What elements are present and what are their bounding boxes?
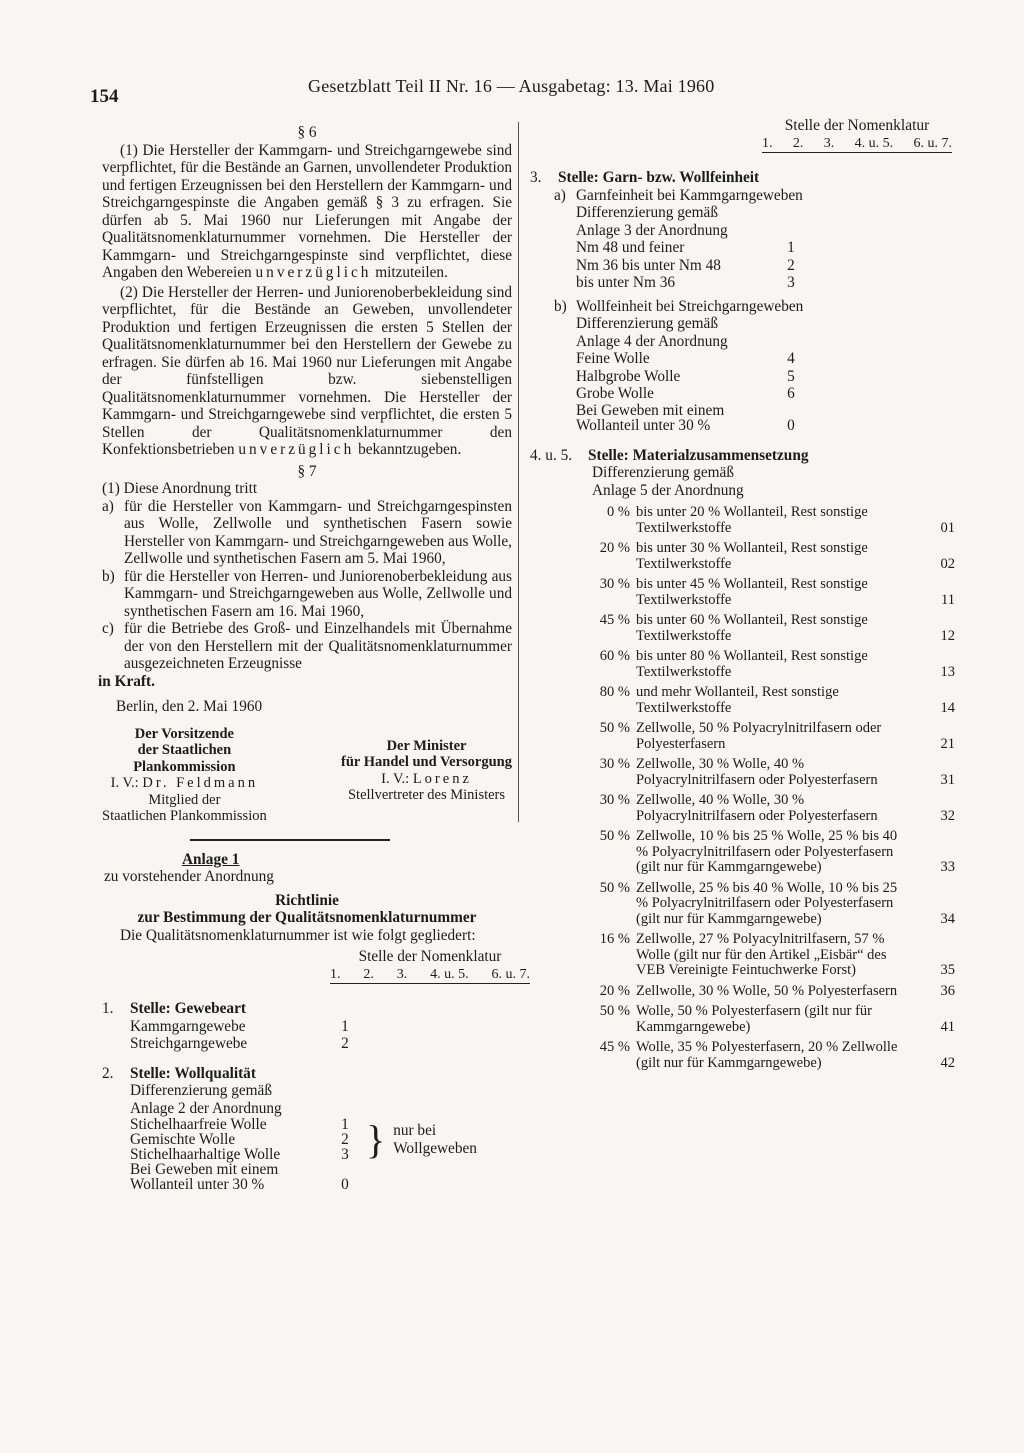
material-row [530, 505, 955, 536]
nk-col: 4. u. 5. [430, 966, 469, 982]
sec6-p1-end: mitzuteilen. [375, 264, 448, 281]
material-percent: 30 % [599, 792, 630, 808]
nomenclature-header-left [330, 948, 530, 984]
material-row [530, 793, 955, 824]
nomenclature-header-title: Stelle der Nomenklatur [358, 948, 502, 965]
material-percent: 45 % [599, 612, 630, 628]
row-name: Kammgarngewebe [130, 1017, 246, 1035]
material-percent: 60 % [599, 648, 630, 664]
row-code: 2 [787, 256, 795, 274]
material-text: Wolle, 35 % Polyesterfasern, 20 % Zellwolle (gilt nur für Kammgarngewebe) [636, 1039, 898, 1071]
row-name-2: Wollanteil unter 30 % [130, 1176, 265, 1193]
material-text: bis unter 20 % Wollanteil, Rest sonstige Textilwerkstoffe [636, 504, 868, 536]
nk-col: 3. [823, 135, 835, 151]
sig1-name: Dr. Feldmann [142, 775, 259, 791]
s3b-line-3: Anlage 4 der Anordnung [576, 332, 728, 350]
stelle-3b [554, 298, 955, 433]
nomenclature-columns [762, 135, 952, 154]
material-row [530, 577, 955, 608]
stelle-3a-body [576, 187, 806, 292]
stelle-4-5-section [530, 447, 955, 1072]
row-name [576, 403, 776, 433]
material-percent: 20 % [599, 540, 630, 556]
page-header-title: Gesetzblatt Teil II Nr. 16 — Ausgabetag: 13. Mai 1960 [308, 76, 715, 96]
material-row [530, 1040, 955, 1071]
stelle-3-heading [530, 169, 955, 187]
brace-group [130, 1117, 512, 1162]
material-text: bis unter 45 % Wollanteil, Rest sonstige Textilwerkstoffe [636, 576, 868, 608]
signature-planning-commission [102, 726, 267, 825]
stelle-3b-body [576, 298, 806, 433]
sec6-p1-text: (1) Die Hersteller der Kammgarn- und Streichgarngewebe sind verpflichtet, für die Bestände an Garnen, unvollendeter Produktion und fertigen Erzeugnissen bei den Herstellern der Kammgarn- und Streichgarngespinste die Angaben gemäß § 3 zu erfragen. Sie dürfen ab 5. Mai 1960 nur Lieferungen mit Angabe der Qualitätsnomenklaturnummer vornehmen. Die Hersteller der Kammgarn- und Streichgarngespinste sind verpflichtet, diese Angaben den Webereien [102, 141, 512, 281]
item-text: für die Hersteller von Herren- und Juniorenoberbekleidung aus Kammgarn- und Streichgarngeweben aus Wolle, Zellwolle und synthetischen Fasern am 16. Mai 1960, [124, 567, 512, 620]
differenzierung-line-1: Differenzierung gemäß [130, 1082, 272, 1099]
material-code: 01 [940, 519, 955, 536]
material-percent: 50 % [599, 720, 630, 736]
sig1-role-2: Staatlichen Plankommission [102, 808, 267, 824]
sig2-name-line [341, 771, 512, 788]
table-row [130, 1035, 360, 1053]
section-7-item-b [102, 568, 512, 621]
stelle-1-heading [102, 1000, 512, 1018]
sig2-title-1: Der Minister [386, 737, 467, 754]
table-row [576, 368, 806, 386]
row-name: Feine Wolle [576, 350, 650, 367]
sig2-title-2: für Handel und Versorgung [341, 754, 512, 770]
material-row [530, 881, 955, 928]
signature-minister [341, 738, 512, 825]
row-name: Nm 36 bis unter Nm 48 [576, 256, 721, 274]
s3b-line-1: Wollfeinheit bei Streichgarngeweben [576, 297, 804, 315]
material-text: Zellwolle, 30 % Wolle, 40 % Polyacrylnitrilfasern oder Polyesterfasern [636, 756, 878, 788]
s3a-line-3: Anlage 3 der Anordnung [576, 221, 728, 239]
item-label: b) [554, 297, 567, 315]
stelle-4-5-heading [530, 447, 955, 465]
table-row [576, 274, 806, 292]
brace-note [393, 1122, 477, 1157]
section-6-paragraph-2 [102, 284, 512, 459]
right-column [530, 117, 955, 1071]
row-code: 1 [341, 1116, 349, 1133]
nk-col: 2. [792, 135, 804, 151]
nk-col: 1. [330, 966, 341, 982]
material-code: 31 [940, 771, 955, 788]
row-code: 1 [341, 1017, 349, 1035]
table-row [130, 1018, 360, 1036]
nk-col: 1. [762, 135, 773, 151]
row-code: 5 [787, 367, 795, 385]
differenzierung-line-2: Anlage 5 der Anordnung [592, 481, 744, 499]
material-text: und mehr Wollanteil, Rest sonstige Textilwerkstoffe [636, 684, 839, 716]
stelle-title: Stelle: Materialzusammensetzung [588, 446, 809, 464]
material-row [530, 829, 955, 876]
row-name: Streichgarngewebe [130, 1035, 248, 1052]
nk-col: 2. [363, 966, 374, 982]
nk-col: 6. u. 7. [913, 135, 952, 151]
stelle-2-section [102, 1065, 512, 1193]
table-row [130, 1132, 360, 1147]
richtlinie-subtitle: zur Bestimmung der Qualitätsnomenklaturnummer [137, 909, 477, 926]
stelle-number: 4. u. 5. [530, 446, 573, 464]
sig1-title-2: der Staatlichen [137, 742, 232, 758]
stelle-2-heading [102, 1065, 512, 1083]
stelle-3-section [530, 169, 955, 433]
item-text: für die Hersteller von Kammgarn- und Streichgarngespinsten aus Wolle, Zellwolle und synthetischen Fasern sowie Hersteller von Kammgarn- und Streichgarngeweben aus Wolle, Zellwolle und synthetischen Fasern am 5. Mai 1960, [124, 497, 513, 567]
material-text: Zellwolle, 30 % Wolle, 50 % Polyesterfasern [636, 982, 898, 999]
sig1-name-line [102, 775, 267, 792]
sig2-role: Stellvertreter des Ministers [347, 787, 506, 803]
row-name-2: Wollanteil unter 30 % [576, 416, 711, 434]
material-percent: 50 % [599, 828, 630, 844]
anlage-subtitle: zu vorstehender Anordnung [104, 868, 274, 885]
left-column [98, 124, 530, 1193]
row-code: 0 [787, 416, 795, 434]
signature-block [102, 726, 512, 825]
stelle-title: Stelle: Gewebeart [130, 1000, 246, 1017]
s3a-line-1: Garnfeinheit bei Kammgarngeweben [576, 186, 803, 204]
row-name: Stichelhaarfreie Wolle [130, 1116, 267, 1133]
material-code: 33 [940, 859, 955, 875]
material-row [530, 721, 955, 752]
material-code: 41 [940, 1018, 955, 1035]
sig1-title-3: Plankommission [133, 758, 236, 775]
sec6-p2-text: (2) Die Hersteller der Herren- und Juniorenoberbekleidung sind verpflichtet, für die Bestände an Geweben, unvollendeter Produktion und fertigen Erzeugnissen die ersten 5 Stellen der Qualitätsnomenklaturnummer bei den Herstellern der Gewebe zu erfragen. Sie dürfen ab 16. Mai 1960 nur Lieferungen mit Angabe der fünfstelligen bzw. siebenstelligen Qualitätsnomenklaturnummer vornehmen. Die Hersteller der Kammgarn- und Streichgarngewebe sind verpflichtet, die ersten 5 Stellen der Qualitätsnomenklaturnummer den Konfektionsbetrieben [102, 283, 512, 458]
material-percent: 50 % [599, 1003, 630, 1019]
material-percent: 20 % [599, 982, 630, 999]
row-name: Nm 48 und feiner [576, 239, 685, 256]
row-code: 0 [341, 1176, 349, 1193]
material-text: bis unter 80 % Wollanteil, Rest sonstige Textilwerkstoffe [636, 648, 868, 680]
material-code: 14 [940, 699, 955, 716]
stelle-number: 1. [102, 1000, 114, 1017]
material-code: 34 [940, 910, 955, 927]
row-code: 2 [341, 1035, 349, 1052]
item-label: a) [102, 497, 114, 515]
table-row [576, 385, 806, 403]
nk-col: 3. [396, 966, 408, 982]
column-divider [518, 122, 519, 822]
stelle-number: 3. [530, 169, 542, 186]
horizontal-rule [190, 839, 390, 841]
richtlinie-title: Richtlinie [275, 891, 339, 909]
material-row [530, 757, 955, 788]
nomenclature-header-title: Stelle der Nomenklatur [784, 117, 930, 134]
table-row [576, 350, 806, 368]
in-kraft: in Kraft. [98, 672, 155, 690]
differenzierung-line-1: Differenzierung gemäß [592, 464, 734, 481]
brace-rows [130, 1117, 360, 1162]
material-code: 12 [940, 627, 955, 644]
row-code: 2 [341, 1131, 349, 1148]
material-code: 13 [940, 663, 955, 680]
sec6-p2-end: bekanntzugeben. [358, 441, 462, 458]
row-name-1: Bei Geweben mit einem [130, 1161, 279, 1178]
row-code: 3 [787, 274, 795, 291]
section-6-paragraph-1 [102, 142, 512, 282]
brace-note-1: nur bei [393, 1122, 437, 1139]
sig2-name: Lorenz [412, 770, 472, 787]
material-row [530, 685, 955, 716]
brace-note-2: Wollgeweben [393, 1139, 477, 1157]
material-text: Zellwolle, 50 % Polyacrylnitrilfasern oder Polyesterfasern [636, 720, 882, 752]
brace-glyph: } [366, 1116, 386, 1162]
material-code: 35 [940, 962, 955, 978]
row-code: 4 [787, 350, 795, 367]
stelle-1-section [102, 1000, 512, 1053]
table-row [576, 257, 806, 275]
material-code: 02 [940, 555, 955, 572]
place-date: Berlin, den 2. Mai 1960 [116, 698, 263, 715]
page-number: 154 [90, 86, 119, 107]
row-name [130, 1162, 330, 1192]
materials-list [530, 505, 955, 1071]
sec6-p2-emphasis: unverzüglich [238, 441, 355, 458]
row-code: 6 [787, 385, 795, 402]
s3b-line-2: Differenzierung gemäß [576, 315, 718, 332]
section-7-item-c [102, 620, 512, 673]
material-text: Zellwolle, 10 % bis 25 % Wolle, 25 % bis 40 % Polyacrylnitrilfasern oder Polyesterfasern (gilt nur für Kammgarngewebe) [636, 828, 898, 875]
material-percent: 45 % [599, 1039, 630, 1055]
item-label: a) [554, 186, 566, 204]
row-code: 3 [341, 1146, 349, 1163]
row-name-1: Bei Geweben mit einem [576, 401, 725, 419]
nomenclature-columns [330, 966, 530, 985]
item-label: b) [102, 567, 115, 585]
nk-col: 4. u. 5. [854, 135, 894, 151]
table-row [576, 403, 806, 433]
material-code: 36 [940, 982, 955, 999]
sig1-iv: I. V.: [110, 775, 139, 791]
nomenclature-header-right [762, 117, 952, 153]
stelle-title: Stelle: Wollqualität [130, 1064, 256, 1082]
material-row [530, 1004, 955, 1035]
section-6-title: § 6 [297, 124, 317, 141]
anlage-title: Anlage 1 [182, 850, 240, 868]
s3a-line-2: Differenzierung gemäß [576, 204, 718, 221]
sig1-title-1: Der Vorsitzende [134, 725, 234, 742]
material-percent: 30 % [599, 576, 630, 592]
differenzierung-line-2: Anlage 2 der Anordnung [130, 1099, 282, 1117]
section-7-intro: (1) Diese Anordnung tritt [102, 480, 258, 497]
material-percent: 80 % [599, 684, 630, 700]
material-row [530, 649, 955, 680]
sig1-role-1: Mitglied der [148, 791, 221, 808]
section-7-item-a [102, 498, 512, 568]
item-label: c) [102, 620, 114, 637]
material-text: Zellwolle, 40 % Wolle, 30 % Polyacrylnitrilfasern oder Polyesterfasern [636, 792, 878, 824]
stelle-3a [554, 187, 955, 292]
material-code: 32 [940, 807, 955, 824]
row-name: Grobe Wolle [576, 385, 654, 402]
material-row [530, 984, 955, 1000]
item-text: für die Betriebe des Groß- und Einzelhandels mit Übernahme der von den Herstellern mit der Qualitätsnomenklaturnummer ausgezeichneten Erzeugnisse [124, 620, 512, 672]
gegliedert-text: Die Qualitätsnomenklaturnummer ist wie folgt gegliedert: [120, 926, 476, 944]
row-name: Halbgrobe Wolle [576, 367, 681, 385]
material-percent: 0 % [607, 504, 630, 520]
row-name: bis unter Nm 36 [576, 274, 675, 291]
material-percent: 50 % [599, 879, 630, 896]
material-text: Wolle, 50 % Polyesterfasern (gilt nur für Kammgarngewebe) [636, 1003, 873, 1035]
table-row [130, 1162, 360, 1192]
material-code: 21 [940, 735, 955, 752]
section-7-title: § 7 [297, 462, 317, 480]
table-row [130, 1117, 360, 1132]
material-code: 42 [940, 1054, 955, 1071]
row-name: Stichelhaarhaltige Wolle [130, 1146, 281, 1163]
nk-col: 6. u. 7. [491, 966, 530, 982]
stelle-number: 2. [102, 1064, 114, 1082]
material-row [530, 932, 955, 979]
material-code: 11 [941, 591, 955, 608]
material-text: bis unter 60 % Wollanteil, Rest sonstige Textilwerkstoffe [636, 612, 868, 644]
row-code: 1 [787, 239, 795, 256]
material-percent: 16 % [599, 931, 630, 947]
sig2-iv: I. V.: [381, 770, 410, 787]
material-row [530, 613, 955, 644]
table-row [576, 239, 806, 257]
table-row [130, 1147, 360, 1162]
sec6-p1-emphasis: unverzüglich [255, 264, 372, 281]
material-text: Zellwolle, 25 % bis 40 % Wolle, 10 % bis 25 % Polyacrylnitrilfasern oder Polyesterfasern (gilt nur für Kammgarngewebe) [636, 879, 898, 927]
stelle-title: Stelle: Garn- bzw. Wollfeinheit [558, 169, 760, 186]
material-text: bis unter 30 % Wollanteil, Rest sonstige Textilwerkstoffe [636, 540, 868, 572]
material-percent: 30 % [599, 756, 630, 772]
row-name: Gemischte Wolle [130, 1131, 236, 1148]
material-text: Zellwolle, 27 % Polyacylnitrilfasern, 57 % Wolle (gilt nur für den Artikel „Eisbär“ des VEB Vereinigte Feintuchwerke Forst) [636, 931, 887, 978]
material-row [530, 541, 955, 572]
